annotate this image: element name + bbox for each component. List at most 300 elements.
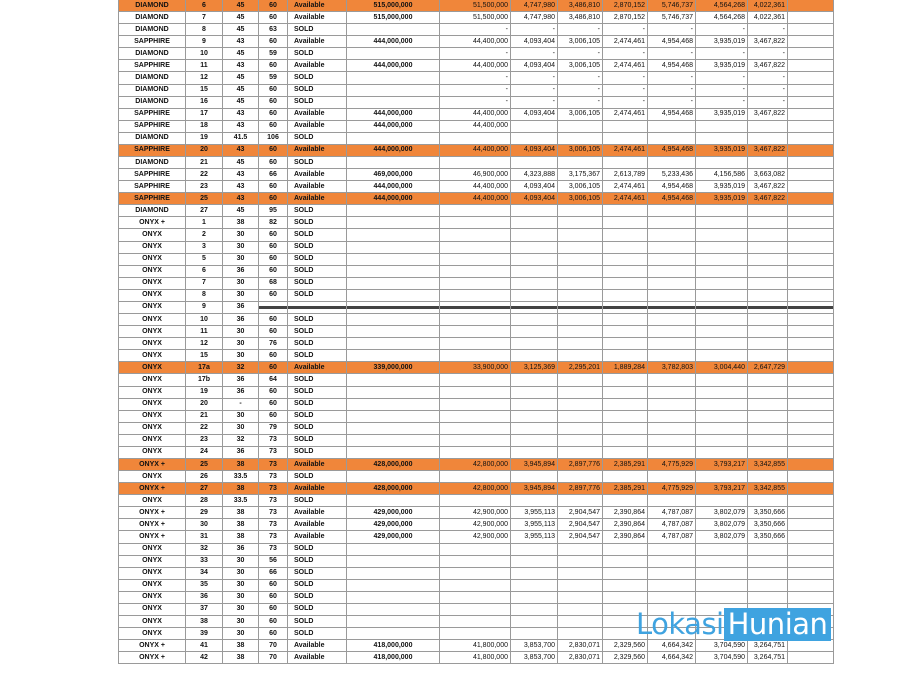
building-area-cell: 73 bbox=[259, 519, 288, 531]
price-cell: 444,000,000 bbox=[347, 193, 440, 205]
unit-type-cell: ONYX bbox=[119, 615, 186, 627]
price-table bbox=[118, 0, 834, 664]
installment-cell bbox=[511, 471, 558, 483]
installment-cell bbox=[696, 253, 748, 265]
down-payment-cell bbox=[440, 314, 511, 326]
blank-cell bbox=[788, 483, 834, 495]
unit-type-cell: SAPPHIRE bbox=[119, 181, 186, 193]
blank-cell bbox=[788, 543, 834, 555]
installment-cell: 4,954,468 bbox=[648, 36, 696, 48]
status-cell: SOLD bbox=[288, 48, 347, 60]
installment-cell: 4,954,468 bbox=[648, 193, 696, 205]
installment-cell bbox=[648, 265, 696, 277]
land-area-cell: 30 bbox=[223, 603, 259, 615]
down-payment-cell: 41,800,000 bbox=[440, 640, 511, 652]
unit-type-cell: ONYX + bbox=[119, 519, 186, 531]
price-cell bbox=[347, 241, 440, 253]
installment-cell bbox=[558, 132, 603, 144]
unit-number-cell: 38 bbox=[186, 615, 223, 627]
price-cell bbox=[347, 374, 440, 386]
installment-cell bbox=[748, 410, 788, 422]
price-cell: 469,000,000 bbox=[347, 169, 440, 181]
building-area-cell: 60 bbox=[259, 314, 288, 326]
price-cell bbox=[347, 217, 440, 229]
building-area-cell: 60 bbox=[259, 591, 288, 603]
unit-number-cell: 15 bbox=[186, 84, 223, 96]
blank-cell bbox=[788, 458, 834, 470]
building-area-cell: 106 bbox=[259, 132, 288, 144]
installment-cell bbox=[748, 350, 788, 362]
installment-cell bbox=[648, 277, 696, 289]
installment-cell bbox=[511, 314, 558, 326]
down-payment-cell: - bbox=[440, 48, 511, 60]
installment-cell bbox=[748, 338, 788, 350]
installment-cell bbox=[511, 446, 558, 458]
blank-cell bbox=[788, 72, 834, 84]
unit-number-cell: 27 bbox=[186, 205, 223, 217]
installment-cell bbox=[748, 301, 788, 313]
status-cell: Available bbox=[288, 640, 347, 652]
status-cell: SOLD bbox=[288, 241, 347, 253]
installment-cell bbox=[748, 314, 788, 326]
unit-type-cell: ONYX bbox=[119, 398, 186, 410]
installment-cell bbox=[648, 434, 696, 446]
price-cell bbox=[347, 628, 440, 640]
installment-cell: 5,746,737 bbox=[648, 0, 696, 12]
installment-cell bbox=[748, 422, 788, 434]
installment-cell: 4,564,268 bbox=[696, 0, 748, 12]
installment-cell bbox=[511, 434, 558, 446]
installment-cell: 3,782,803 bbox=[648, 362, 696, 374]
building-area-cell: 60 bbox=[259, 265, 288, 277]
status-cell: SOLD bbox=[288, 398, 347, 410]
price-cell bbox=[347, 24, 440, 36]
blank-cell bbox=[788, 446, 834, 458]
status-cell: SOLD bbox=[288, 434, 347, 446]
installment-cell bbox=[558, 591, 603, 603]
unit-number-cell: 6 bbox=[186, 0, 223, 12]
installment-cell: 4,564,268 bbox=[696, 12, 748, 24]
down-payment-cell: 42,900,000 bbox=[440, 519, 511, 531]
down-payment-cell bbox=[440, 241, 511, 253]
unit-type-cell: ONYX bbox=[119, 410, 186, 422]
installment-cell bbox=[558, 398, 603, 410]
installment-cell bbox=[558, 446, 603, 458]
down-payment-cell bbox=[440, 567, 511, 579]
installment-cell: - bbox=[603, 72, 648, 84]
installment-cell: 2,474,461 bbox=[603, 60, 648, 72]
installment-cell: 3,264,751 bbox=[748, 640, 788, 652]
land-area-cell: 30 bbox=[223, 410, 259, 422]
installment-cell: 4,747,980 bbox=[511, 12, 558, 24]
installment-cell bbox=[558, 543, 603, 555]
status-cell: Available bbox=[288, 458, 347, 470]
installment-cell bbox=[558, 289, 603, 301]
unit-number-cell: 27 bbox=[186, 483, 223, 495]
installment-cell bbox=[511, 157, 558, 169]
installment-cell bbox=[748, 386, 788, 398]
down-payment-cell: 44,400,000 bbox=[440, 181, 511, 193]
price-cell: 339,000,000 bbox=[347, 362, 440, 374]
price-cell bbox=[347, 72, 440, 84]
unit-type-cell: ONYX bbox=[119, 362, 186, 374]
price-cell: 515,000,000 bbox=[347, 0, 440, 12]
unit-number-cell: 22 bbox=[186, 422, 223, 434]
installment-cell: 4,093,404 bbox=[511, 144, 558, 156]
land-area-cell: 38 bbox=[223, 483, 259, 495]
installment-cell: 2,329,560 bbox=[603, 652, 648, 664]
installment-cell bbox=[696, 446, 748, 458]
installment-cell: - bbox=[748, 48, 788, 60]
installment-cell bbox=[748, 374, 788, 386]
installment-cell: - bbox=[648, 96, 696, 108]
unit-number-cell: 42 bbox=[186, 652, 223, 664]
building-area-cell: 60 bbox=[259, 36, 288, 48]
down-payment-cell: - bbox=[440, 84, 511, 96]
installment-cell: - bbox=[558, 96, 603, 108]
installment-cell: - bbox=[648, 48, 696, 60]
down-payment-cell: 42,800,000 bbox=[440, 483, 511, 495]
installment-cell bbox=[648, 398, 696, 410]
blank-cell bbox=[788, 120, 834, 132]
installment-cell: - bbox=[696, 24, 748, 36]
installment-cell bbox=[603, 555, 648, 567]
unit-number-cell: 41 bbox=[186, 640, 223, 652]
installment-cell bbox=[511, 265, 558, 277]
installment-cell: 2,474,461 bbox=[603, 181, 648, 193]
blank-cell bbox=[788, 471, 834, 483]
installment-cell: 2,897,776 bbox=[558, 483, 603, 495]
land-area-cell: 30 bbox=[223, 277, 259, 289]
blank-cell bbox=[788, 398, 834, 410]
unit-type-cell: ONYX bbox=[119, 326, 186, 338]
installment-cell: 2,390,864 bbox=[603, 531, 648, 543]
status-cell: SOLD bbox=[288, 157, 347, 169]
price-cell: 418,000,000 bbox=[347, 652, 440, 664]
installment-cell bbox=[511, 579, 558, 591]
down-payment-cell bbox=[440, 338, 511, 350]
installment-cell bbox=[696, 543, 748, 555]
installment-cell bbox=[603, 543, 648, 555]
down-payment-cell: 41,800,000 bbox=[440, 652, 511, 664]
unit-type-cell: ONYX bbox=[119, 579, 186, 591]
unit-type-cell: SAPPHIRE bbox=[119, 120, 186, 132]
redaction-smudge bbox=[748, 306, 787, 309]
unit-number-cell: 25 bbox=[186, 458, 223, 470]
blank-cell bbox=[788, 640, 834, 652]
unit-number-cell: 12 bbox=[186, 72, 223, 84]
installment-cell bbox=[696, 374, 748, 386]
installment-cell: 3,704,590 bbox=[696, 652, 748, 664]
installment-cell bbox=[696, 241, 748, 253]
price-cell bbox=[347, 157, 440, 169]
down-payment-cell bbox=[440, 326, 511, 338]
land-area-cell: 43 bbox=[223, 169, 259, 181]
down-payment-cell bbox=[440, 615, 511, 627]
building-area-cell: 60 bbox=[259, 326, 288, 338]
down-payment-cell: 44,400,000 bbox=[440, 120, 511, 132]
status-cell: SOLD bbox=[288, 229, 347, 241]
blank-cell bbox=[788, 0, 834, 12]
land-area-cell: 41.5 bbox=[223, 132, 259, 144]
building-area-cell: 60 bbox=[259, 386, 288, 398]
unit-type-cell: DIAMOND bbox=[119, 72, 186, 84]
installment-cell: 1,889,284 bbox=[603, 362, 648, 374]
land-area-cell: 30 bbox=[223, 289, 259, 301]
price-cell bbox=[347, 398, 440, 410]
down-payment-cell: 44,400,000 bbox=[440, 60, 511, 72]
price-cell bbox=[347, 495, 440, 507]
blank-cell bbox=[788, 277, 834, 289]
installment-cell bbox=[748, 591, 788, 603]
price-cell: 429,000,000 bbox=[347, 531, 440, 543]
land-area-cell: 30 bbox=[223, 241, 259, 253]
unit-type-cell: ONYX bbox=[119, 229, 186, 241]
installment-cell bbox=[558, 567, 603, 579]
installment-cell: 3,004,440 bbox=[696, 362, 748, 374]
unit-number-cell: 10 bbox=[186, 314, 223, 326]
building-area-cell: 60 bbox=[259, 615, 288, 627]
land-area-cell: 30 bbox=[223, 555, 259, 567]
table-row bbox=[119, 483, 834, 495]
installment-cell bbox=[558, 422, 603, 434]
land-area-cell: 36 bbox=[223, 446, 259, 458]
status-cell: SOLD bbox=[288, 289, 347, 301]
installment-cell: 4,093,404 bbox=[511, 108, 558, 120]
price-cell bbox=[347, 253, 440, 265]
installment-cell bbox=[558, 374, 603, 386]
land-area-cell: 30 bbox=[223, 350, 259, 362]
unit-number-cell: 18 bbox=[186, 120, 223, 132]
table-row bbox=[119, 555, 834, 567]
unit-type-cell: ONYX + bbox=[119, 217, 186, 229]
blank-cell bbox=[788, 181, 834, 193]
installment-cell: 3,467,822 bbox=[748, 181, 788, 193]
land-area-cell: 30 bbox=[223, 615, 259, 627]
unit-number-cell: 25 bbox=[186, 193, 223, 205]
installment-cell bbox=[696, 471, 748, 483]
down-payment-cell bbox=[440, 217, 511, 229]
land-area-cell: 36 bbox=[223, 543, 259, 555]
installment-cell: - bbox=[558, 48, 603, 60]
land-area-cell: 43 bbox=[223, 60, 259, 72]
land-area-cell: 43 bbox=[223, 181, 259, 193]
installment-cell: - bbox=[558, 72, 603, 84]
unit-number-cell: 22 bbox=[186, 169, 223, 181]
installment-cell: 3,935,019 bbox=[696, 193, 748, 205]
installment-cell bbox=[603, 471, 648, 483]
installment-cell bbox=[511, 615, 558, 627]
unit-type-cell: DIAMOND bbox=[119, 0, 186, 12]
installment-cell bbox=[748, 132, 788, 144]
installment-cell: 3,006,105 bbox=[558, 36, 603, 48]
installment-cell: 2,830,071 bbox=[558, 652, 603, 664]
land-area-cell: 43 bbox=[223, 108, 259, 120]
blank-cell bbox=[788, 410, 834, 422]
installment-cell bbox=[603, 567, 648, 579]
status-cell: SOLD bbox=[288, 567, 347, 579]
down-payment-cell bbox=[440, 434, 511, 446]
blank-cell bbox=[788, 241, 834, 253]
installment-cell bbox=[558, 205, 603, 217]
table-row bbox=[119, 422, 834, 434]
installment-cell bbox=[511, 277, 558, 289]
installment-cell: 4,093,404 bbox=[511, 36, 558, 48]
status-cell: SOLD bbox=[288, 579, 347, 591]
building-area-cell: 66 bbox=[259, 567, 288, 579]
unit-type-cell: SAPPHIRE bbox=[119, 193, 186, 205]
land-area-cell: 36 bbox=[223, 374, 259, 386]
unit-number-cell: 5 bbox=[186, 253, 223, 265]
land-area-cell: 45 bbox=[223, 205, 259, 217]
status-cell: SOLD bbox=[288, 615, 347, 627]
blank-cell bbox=[788, 350, 834, 362]
unit-number-cell: 2 bbox=[186, 229, 223, 241]
price-cell: 515,000,000 bbox=[347, 12, 440, 24]
down-payment-cell: - bbox=[440, 72, 511, 84]
installment-cell: 3,467,822 bbox=[748, 193, 788, 205]
unit-type-cell: ONYX + bbox=[119, 652, 186, 664]
table-row bbox=[119, 567, 834, 579]
blank-cell bbox=[788, 265, 834, 277]
installment-cell bbox=[511, 543, 558, 555]
unit-type-cell: ONYX + bbox=[119, 507, 186, 519]
table-row bbox=[119, 132, 834, 144]
unit-type-cell: DIAMOND bbox=[119, 96, 186, 108]
installment-cell bbox=[696, 289, 748, 301]
table-row bbox=[119, 289, 834, 301]
price-cell: 444,000,000 bbox=[347, 144, 440, 156]
unit-number-cell: 17a bbox=[186, 362, 223, 374]
blank-cell bbox=[788, 555, 834, 567]
down-payment-cell: 42,800,000 bbox=[440, 458, 511, 470]
land-area-cell: 43 bbox=[223, 120, 259, 132]
installment-cell bbox=[603, 301, 648, 313]
table-row bbox=[119, 301, 834, 313]
redaction-smudge bbox=[648, 306, 695, 309]
installment-cell: 4,664,342 bbox=[648, 652, 696, 664]
installment-cell bbox=[511, 205, 558, 217]
land-area-cell: - bbox=[223, 398, 259, 410]
unit-type-cell: SAPPHIRE bbox=[119, 60, 186, 72]
installment-cell bbox=[696, 567, 748, 579]
status-cell: SOLD bbox=[288, 96, 347, 108]
building-area-cell: 60 bbox=[259, 229, 288, 241]
redaction-smudge bbox=[696, 306, 747, 309]
installment-cell: 2,390,864 bbox=[603, 507, 648, 519]
installment-cell: - bbox=[748, 24, 788, 36]
land-area-cell: 43 bbox=[223, 144, 259, 156]
land-area-cell: 38 bbox=[223, 640, 259, 652]
installment-cell: 2,474,461 bbox=[603, 144, 648, 156]
land-area-cell: 32 bbox=[223, 362, 259, 374]
installment-cell bbox=[648, 289, 696, 301]
blank-cell bbox=[788, 338, 834, 350]
building-area-cell: 66 bbox=[259, 169, 288, 181]
installment-cell bbox=[696, 326, 748, 338]
installment-cell: 2,904,547 bbox=[558, 519, 603, 531]
installment-cell bbox=[558, 265, 603, 277]
table-row bbox=[119, 543, 834, 555]
unit-type-cell: ONYX + bbox=[119, 640, 186, 652]
status-cell: SOLD bbox=[288, 217, 347, 229]
building-area-cell: 60 bbox=[259, 193, 288, 205]
table-body bbox=[119, 0, 834, 664]
land-area-cell: 43 bbox=[223, 36, 259, 48]
installment-cell bbox=[648, 446, 696, 458]
building-area-cell: 82 bbox=[259, 217, 288, 229]
status-cell: SOLD bbox=[288, 326, 347, 338]
down-payment-cell: 44,400,000 bbox=[440, 36, 511, 48]
installment-cell bbox=[603, 265, 648, 277]
status-cell: Available bbox=[288, 60, 347, 72]
status-cell: SOLD bbox=[288, 386, 347, 398]
installment-cell: - bbox=[511, 24, 558, 36]
installment-cell bbox=[558, 495, 603, 507]
price-cell bbox=[347, 301, 440, 313]
unit-type-cell: ONYX bbox=[119, 495, 186, 507]
unit-type-cell: DIAMOND bbox=[119, 48, 186, 60]
installment-cell bbox=[558, 253, 603, 265]
installment-cell: 3,955,113 bbox=[511, 531, 558, 543]
status-cell: SOLD bbox=[288, 205, 347, 217]
status-cell: SOLD bbox=[288, 471, 347, 483]
blank-cell bbox=[788, 422, 834, 434]
down-payment-cell bbox=[440, 301, 511, 313]
installment-cell bbox=[648, 350, 696, 362]
status-cell: SOLD bbox=[288, 422, 347, 434]
down-payment-cell bbox=[440, 591, 511, 603]
down-payment-cell bbox=[440, 265, 511, 277]
down-payment-cell bbox=[440, 579, 511, 591]
installment-cell bbox=[648, 326, 696, 338]
installment-cell: - bbox=[511, 48, 558, 60]
installment-cell bbox=[696, 265, 748, 277]
blank-cell bbox=[788, 48, 834, 60]
installment-cell bbox=[603, 132, 648, 144]
unit-number-cell: 3 bbox=[186, 241, 223, 253]
installment-cell: 3,793,217 bbox=[696, 483, 748, 495]
land-area-cell: 33.5 bbox=[223, 495, 259, 507]
installment-cell bbox=[748, 289, 788, 301]
installment-cell: - bbox=[648, 72, 696, 84]
unit-type-cell: DIAMOND bbox=[119, 132, 186, 144]
installment-cell bbox=[558, 338, 603, 350]
installment-cell: 4,664,342 bbox=[648, 640, 696, 652]
status-cell: Available bbox=[288, 193, 347, 205]
table-row bbox=[119, 591, 834, 603]
redaction-smudge bbox=[259, 306, 287, 309]
building-area-cell: 64 bbox=[259, 374, 288, 386]
installment-cell: - bbox=[511, 84, 558, 96]
installment-cell: 3,802,079 bbox=[696, 507, 748, 519]
redaction-smudge bbox=[440, 306, 510, 309]
installment-cell bbox=[511, 410, 558, 422]
status-cell: Available bbox=[288, 144, 347, 156]
status-cell: SOLD bbox=[288, 84, 347, 96]
unit-number-cell: 6 bbox=[186, 265, 223, 277]
down-payment-cell: 44,400,000 bbox=[440, 193, 511, 205]
building-area-cell: 60 bbox=[259, 241, 288, 253]
installment-cell: 3,006,105 bbox=[558, 60, 603, 72]
table-row bbox=[119, 640, 834, 652]
blank-cell bbox=[788, 579, 834, 591]
installment-cell bbox=[648, 567, 696, 579]
status-cell: SOLD bbox=[288, 314, 347, 326]
installment-cell bbox=[511, 338, 558, 350]
status-cell: SOLD bbox=[288, 603, 347, 615]
status-cell: SOLD bbox=[288, 628, 347, 640]
